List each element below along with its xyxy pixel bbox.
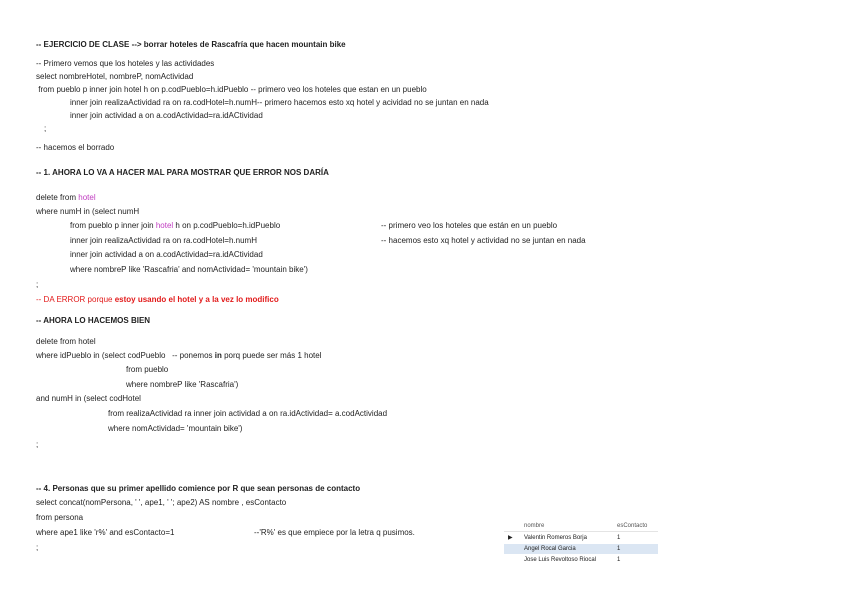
error-comment: -- DA ERROR porque estoy usando el hotel y a la vez lo modifico [36,295,279,304]
code-line: from pueblo p inner join hotel h on p.codPueblo=h.idPueblo -- primero veo los hoteles que estan en un pueblo [36,85,427,94]
code-line: inner join actividad a on a.codActividad=ra.idACtividad [70,250,263,259]
code-line: inner join realizaActividad ra on ra.codHotel=h.numH-- primero hacemos esto xq hotel y acividad no se juntan en nada [70,98,489,107]
code-line: inner join actividad a on a.codActividad=ra.idACtividad [70,111,263,120]
section-heading: -- AHORA LO HACEMOS BIEN [36,316,151,325]
column-header-nombre[interactable]: nombre [524,523,545,529]
code-line: ; [36,280,39,289]
code-line: and numH in (select codHotel [36,394,141,403]
code-line: ; [36,440,39,449]
cell-escontacto[interactable]: 1 [617,546,621,552]
comment-line: -- primero veo los hoteles que están en un pueblo [381,221,558,230]
section-heading: -- 1. AHORA LO VA A HACER MAL PARA MOSTRAR QUE ERROR NOS DARÍA [36,168,329,177]
code-line: select concat(nomPersona, ' ', ape1, ' '; ape2) AS nombre , esContacto [36,498,287,507]
cell-nombre[interactable]: Jose Luis Revoltoso Riocal [524,557,597,563]
code-line: inner join realizaActividad ra on ra.codHotel=h.numH [70,236,257,245]
section-heading: -- 4. Personas que su primer apellido comience por R que sean personas de contacto [36,484,361,493]
code-line: from persona [36,513,84,522]
code-line: where idPueblo in (select codPueblo -- ponemos in porq puede ser más 1 hotel [36,351,322,360]
code-line: where numH in (select numH [36,207,140,216]
code-line: from pueblo [126,365,169,374]
comment-line: -- hacemos esto xq hotel y actividad no se juntan en nada [381,236,586,245]
column-header-escontacto[interactable]: esContacto [617,523,648,529]
table-row[interactable] [504,555,658,565]
cell-nombre[interactable]: Angel Rocal Garcia [524,546,576,552]
cell-escontacto[interactable]: 1 [617,557,621,563]
code-line: where nombreP like 'Rascafria' and nomActividad= 'mountain bike') [70,265,308,274]
comment-line: --'R%' es que empiece por la letra q pusimos. [254,528,415,537]
table-row[interactable] [504,544,658,554]
code-line: delete from hotel [36,337,96,346]
comment-line: -- Primero vemos que los hoteles y las actividades [36,59,215,68]
code-line: where nombreP like 'Rascafria') [126,380,239,389]
result-header-row [504,521,658,532]
hotel-keyword: hotel [78,193,96,202]
result-grid [504,519,658,567]
hotel-keyword: hotel [155,221,174,230]
page-title: -- EJERCICIO DE CLASE --> borrar hoteles de Rascafría que hacen mountain bike [36,40,346,49]
code-line: where nomActividad= 'mountain bike') [108,424,243,433]
code-line: from pueblo p inner join hotel h on p.codPueblo=h.idPueblo [70,221,281,230]
code-line: ; [44,124,47,133]
table-row[interactable] [504,533,658,543]
code-line: select nombreHotel, nombreP, nomActividad [36,72,194,81]
code-line: ; [36,543,39,552]
code-line: from realizaActividad ra inner join actividad a on ra.idActividad= a.codActividad [108,409,388,418]
comment-line: -- hacemos el borrado [36,143,115,152]
code-line: where ape1 like 'r%' and esContacto=1 [36,528,175,537]
code-line: delete from hotel [36,193,96,202]
cell-nombre[interactable]: Valentin Romeros Borja [524,535,587,541]
cell-escontacto[interactable]: 1 [617,535,621,541]
row-pointer-icon: ▶ [508,535,513,541]
